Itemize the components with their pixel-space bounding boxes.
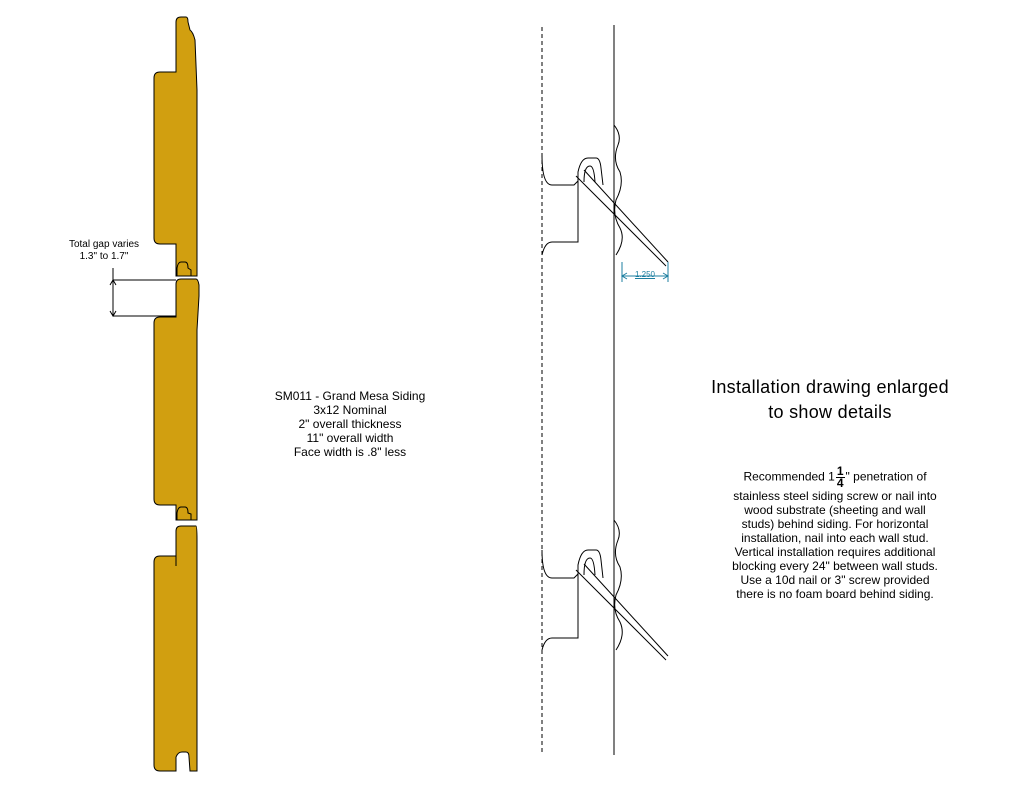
recommend-line2: stainless steel siding screw or nail into — [733, 489, 937, 503]
board-top — [154, 17, 197, 276]
install-title-line1: Installation drawing enlarged — [711, 377, 949, 397]
recommendation-note — [700, 466, 970, 601]
fraction-denominator: 4 — [836, 476, 844, 490]
recommend-tail: " penetration of — [845, 469, 927, 484]
product-spec — [235, 389, 465, 459]
installation-title — [670, 375, 990, 425]
board-profile-stack — [154, 17, 199, 771]
gap-note-line1: Total gap varies — [68, 239, 140, 250]
recommend-line5: installation, nail into each wall stud. — [741, 531, 929, 545]
siding-profile-upper — [542, 155, 578, 255]
fraction — [836, 466, 845, 489]
board-middle — [154, 279, 199, 520]
gap-note — [50, 239, 158, 263]
gap-note-line2: 1.3" to 1.7" — [79, 251, 129, 262]
recommend-line1 — [700, 466, 970, 489]
board-bottom — [154, 526, 197, 771]
recommend-line3: wood substrate (sheeting and wall — [744, 503, 926, 517]
spec-line1: SM011 - Grand Mesa Siding — [274, 389, 426, 403]
recommend-line9: there is no foam board behind siding. — [736, 587, 934, 601]
recommend-line7: blocking every 24" between wall studs. — [732, 559, 938, 573]
installation-detail — [542, 25, 668, 755]
siding-profile-lower — [542, 550, 578, 650]
fraction-numerator: 1 — [836, 464, 844, 478]
recommend-lead: Recommended 1 — [743, 469, 835, 484]
spec-line5: Face width is .8" less — [293, 445, 407, 459]
spec-line4: 11" overall width — [306, 431, 394, 445]
spec-line2: 3x12 Nominal — [313, 403, 387, 417]
recommend-line8: Use a 10d nail or 3" screw provided — [740, 573, 930, 587]
recommend-line4: studs) behind siding. For horizontal — [741, 517, 929, 531]
install-title-line2: to show details — [768, 402, 892, 422]
gap-dimension — [110, 268, 176, 316]
dimension-label: 1.250 — [634, 270, 656, 279]
recommend-line6: Vertical installation requires additional — [734, 545, 936, 559]
spec-line3: 2" overall thickness — [298, 417, 402, 431]
